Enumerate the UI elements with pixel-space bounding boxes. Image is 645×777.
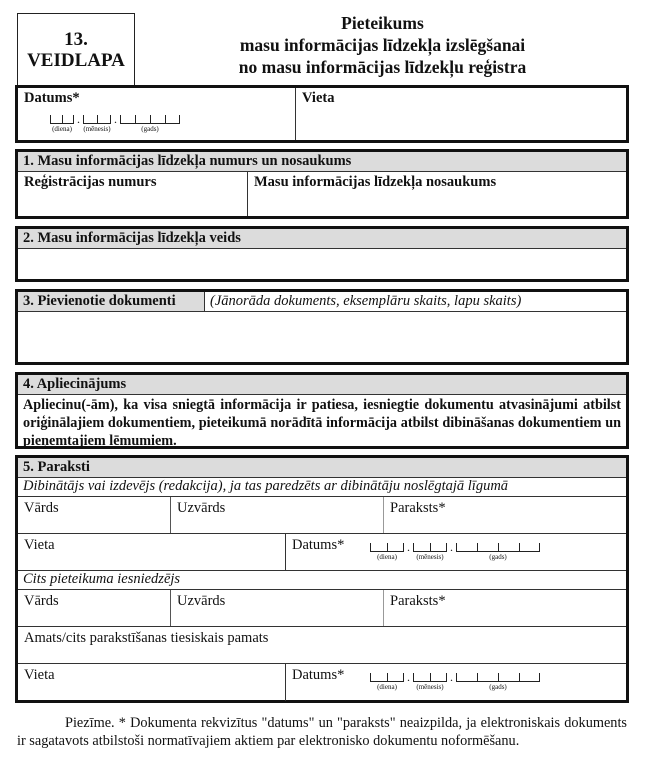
media-name-label: Masu informācijas līdzekļa nosaukums [254,174,497,190]
section-5 [15,455,629,703]
section-3-header: 3. Pievienotie dokumenti [18,292,205,311]
founder-name-label: Vārds [24,500,59,516]
section-3 [15,289,629,365]
founder-signature-field[interactable] [384,497,626,533]
section-5-header: 5. Paraksti [18,458,626,478]
other-surname-label: Uzvārds [177,593,226,609]
title-line-1: Pieteikums [341,13,424,33]
other-place-field[interactable] [18,664,286,701]
place-label: Vieta [302,90,335,106]
year-caption: (gads) [489,683,507,691]
other-position-label: Amats/cits parakstīšanas tiesiskais pamats [24,630,269,646]
year-caption: (gads) [489,553,507,561]
month-caption: (mēnesis) [83,125,111,133]
registration-number-field[interactable] [18,172,248,216]
section-1-header: 1. Masu informācijas līdzekļa numurs un nosaukums [18,152,626,172]
founder-surname-field[interactable] [171,497,384,533]
founder-date-field[interactable] [286,534,626,570]
other-position-field[interactable] [18,627,626,664]
other-signature-label: Paraksts* [390,593,446,609]
founder-date-segments[interactable]: (diena) . (mēnesis) . (gads) [370,543,540,552]
other-date-label: Datums* [292,667,345,683]
day-segments[interactable] [50,115,74,133]
section-2-header: 2. Masu informācijas līdzekļa veids [18,229,626,249]
title-line-3: no masu informācijas līdzekļu reģistra [238,57,527,77]
month-caption: (mēnesis) [416,683,444,691]
section-2 [15,226,629,282]
form-id-box [17,13,135,85]
founder-place-field[interactable] [18,534,286,570]
founder-place-label: Vieta [24,537,55,553]
registration-number-label: Reģistrācijas numurs [24,174,157,190]
section-4 [15,372,629,449]
year-caption: (gads) [141,125,159,133]
form-label: VEIDLAPA [27,49,125,71]
other-name-field[interactable] [18,590,171,626]
other-surname-field[interactable] [171,590,384,626]
place-field[interactable] [296,88,626,140]
day-caption: (diena) [52,125,72,133]
year-segments[interactable] [456,543,540,561]
year-segments[interactable] [456,673,540,691]
date-input-segments[interactable]: (diena) . (mēnesis) . (gads) [50,115,180,124]
attached-documents-field[interactable] [18,312,626,362]
month-segments[interactable] [413,673,447,691]
form-title [190,12,575,78]
day-segments[interactable] [370,543,404,561]
year-segments[interactable] [120,115,180,133]
other-date-field[interactable] [286,664,626,701]
month-segments[interactable] [413,543,447,561]
date-label: Datums* [24,90,80,106]
declaration-text: Apliecinu(-ām), ka visa sniegtā informācija ir patiesa, iesniegtie dokumentu atvasinājumi atbilst oriģinālajiem dokumentiem, pieteikumā norādītā informācija atbilst dibināšanas dokumentiem un pieņemtajiem lēmumiem. [23,397,621,449]
media-name-field[interactable] [248,172,626,216]
day-segments[interactable] [370,673,404,691]
date-field[interactable] [18,88,296,140]
other-name-label: Vārds [24,593,59,609]
other-place-label: Vieta [24,667,55,683]
day-caption: (diena) [377,553,397,561]
day-caption: (diena) [377,683,397,691]
founder-name-field[interactable] [18,497,171,533]
section-4-header: 4. Apliecinājums [18,375,626,395]
founder-date-label: Datums* [292,537,345,553]
section-1 [15,149,629,219]
media-type-field[interactable] [18,249,626,279]
other-subheader: Cits pieteikuma iesniedzējs [18,571,626,590]
month-caption: (mēnesis) [416,553,444,561]
footnote [17,714,627,750]
title-line-2: masu informācijas līdzekļa izslēgšanai [239,35,526,55]
founder-subheader: Dibinātājs vai izdevējs (redakcija), ja tas paredzēts ar dibinātāju noslēgtajā līgumā [18,478,626,497]
date-place-box [15,85,629,143]
form-number: 13. [64,28,88,50]
section-3-hint: (Jānorāda dokuments, eksemplāru skaits, lapu skaits) [210,293,522,309]
footnote-text: Piezīme. * Dokumenta rekvizītus "datums" un "paraksts" neaizpilda, ja elektroniskais dokuments ir sagatavots atbilstoši normatīvajiem aktiem par elektronisko dokumentu noformēšanu. [17,715,627,749]
other-signature-field[interactable] [384,590,626,626]
other-date-segments[interactable]: (diena) . (mēnesis) . (gads) [370,673,540,682]
month-segments[interactable] [83,115,111,133]
founder-signature-label: Paraksts* [390,500,446,516]
founder-surname-label: Uzvārds [177,500,226,516]
